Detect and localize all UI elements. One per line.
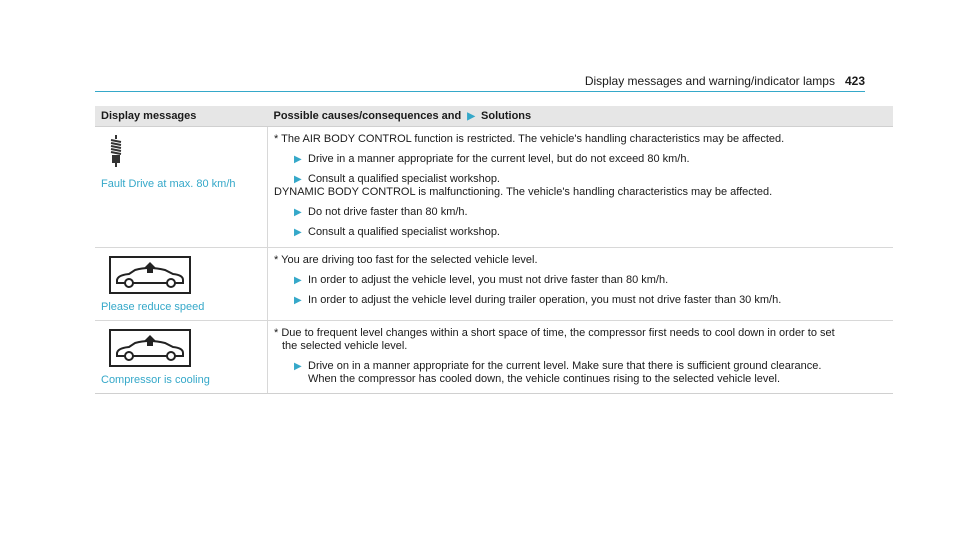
cause-text [274, 327, 887, 353]
cause-text: DYNAMIC BODY CONTROL is malfunctioning. The vehicle's handling characteristics may be affected. [274, 186, 773, 198]
solution-arrow-icon: ▶ [294, 275, 302, 286]
solution-arrow-icon: ▶ [294, 207, 302, 218]
suspension-damper-icon [109, 135, 261, 170]
solution-item [294, 206, 887, 219]
display-message-reduce-speed: Please reduce speed [101, 301, 205, 313]
table-row [95, 321, 893, 394]
cause-text: * You are driving too fast for the selected vehicle level. [274, 254, 538, 266]
solution-text: Drive in a manner appropriate for the current level, but do not exceed 80 km/h. [308, 153, 690, 165]
vehicle-level-raise-icon [109, 256, 261, 297]
message-cell [95, 127, 268, 248]
table-row [95, 127, 893, 248]
col-header-causes-solutions [268, 106, 894, 127]
solution-item [294, 274, 887, 287]
col-header-causes: Possible causes/consequences and [273, 110, 462, 122]
solution-text: Do not drive faster than 80 km/h. [308, 206, 468, 218]
cause-text-line: the selected vehicle level. [282, 340, 408, 352]
page-header [95, 70, 865, 92]
table-row [95, 248, 893, 321]
solutions-arrow-icon: ▶ [467, 111, 475, 122]
display-message-compressor-cooling: Compressor is cooling [101, 374, 210, 386]
causes-solutions-cell [268, 127, 894, 248]
solution-item [294, 360, 887, 386]
display-messages-table [95, 106, 893, 394]
solution-text: When the compressor has cooled down, the vehicle continues rising to the selected vehicle level. [308, 373, 781, 385]
display-message-fault-drive: Fault Drive at max. 80 km/h [101, 178, 236, 190]
solution-item [294, 173, 887, 186]
causes-solutions-cell [268, 248, 894, 321]
solution-item [294, 153, 887, 166]
page-number: 423 [844, 74, 865, 88]
solution-text: In order to adjust the vehicle level during trailer operation, you must not drive faster than 30 km/h. [308, 294, 782, 306]
solution-item [294, 294, 887, 307]
message-cell [95, 321, 268, 394]
causes-solutions-cell [268, 321, 894, 394]
solution-text: Drive on in a manner appropriate for the current level. Make sure that there is sufficient ground clearance. [308, 360, 822, 372]
solution-arrow-icon: ▶ [294, 174, 302, 185]
solution-arrow-icon: ▶ [294, 295, 302, 306]
cause-text: * The AIR BODY CONTROL function is restricted. The vehicle's handling characteristics may be affected. [274, 133, 785, 145]
solution-arrow-icon: ▶ [294, 361, 302, 372]
col-header-display-messages: Display messages [95, 106, 268, 127]
solution-text: Consult a qualified specialist workshop. [308, 226, 500, 238]
solution-arrow-icon: ▶ [294, 227, 302, 238]
message-cell [95, 248, 268, 321]
solution-arrow-icon: ▶ [294, 154, 302, 165]
table-header-row [95, 106, 893, 127]
cause-text-line: * Due to frequent level changes within a short space of time, the compressor first needs to cool down in order to set [274, 327, 835, 339]
vehicle-level-raise-icon [109, 329, 261, 370]
page-header-title: Display messages and warning/indicator lamps [584, 74, 835, 88]
solution-text-block [308, 360, 821, 386]
solution-item [294, 226, 887, 239]
col-header-solutions: Solutions [481, 110, 532, 122]
solution-text: Consult a qualified specialist workshop. [308, 173, 500, 185]
solution-text: In order to adjust the vehicle level, you must not drive faster than 80 km/h. [308, 274, 669, 286]
